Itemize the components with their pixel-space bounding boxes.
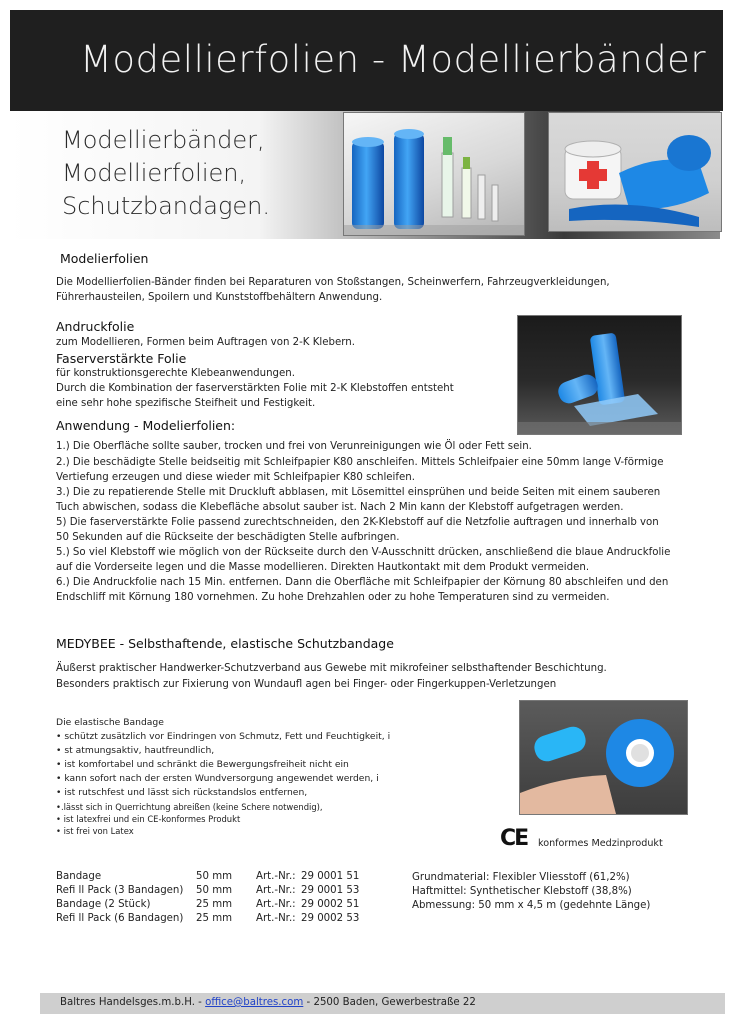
product-art-number: 29 0001 53 [301, 885, 360, 896]
photo-foil-roll [517, 315, 682, 435]
anwendung-line-9: auf die Vorderseite legen und die Masse modellieren. Direkten Hautkontakt mit dem Produkt vermeiden. [56, 562, 590, 573]
ce-caption: konformes Medzinprodukt [538, 838, 663, 849]
medybee-text-1: Äußerst praktischer Handwerker-Schutzverband aus Gewebe mit mikrofeiner selbsthaftender Beschichtung. [56, 663, 607, 674]
bandage-bullet: • kann sofort nach der ersten Wundversorgung angewendet werden, i [56, 773, 379, 784]
product-size: 50 mm [196, 885, 233, 896]
footer-address: - 2500 Baden, Gewerbestraße 22 [303, 997, 476, 1008]
heading-medybee: MEDYBEE - Selbsthaftende, elastische Schutzbandage [56, 636, 394, 651]
bandage-bullet: • schützt zusätzlich vor Eindringen von Schmutz, Fett und Feuchtigkeit, i [56, 731, 391, 742]
footer-company: Baltres Handelsges.m.b.H. - [60, 997, 206, 1008]
product-size: 25 mm [196, 899, 233, 910]
bandage-intro: Die elastische Bandage [56, 717, 164, 728]
anwendung-line-10: 6.) Die Andruckfolie nach 15 Min. entfernen. Dann die Oberfläche mit Schleifpapier der Körnung 80 abschleifen und den [56, 577, 669, 588]
spec-dimensions: Abmessung: 50 mm x 4,5 m (gedehnte Länge) [412, 900, 651, 911]
product-art-label: Art.-Nr.: [256, 871, 296, 882]
bandage-bullet: • ist rutschfest und lässt sich rückstandslos entfernen, [56, 787, 308, 798]
andruckfolie-text: zum Modellieren, Formen beim Auftragen von 2-K Klebern. [56, 337, 355, 348]
faser-text-3: eine sehr hohe spezifische Steifheit und Festigkeit. [56, 398, 316, 409]
anwendung-line-5: Tuch abwischen, sodass die Klebefläche absolut sauber ist. Nach 2 Min kann der Klebstoff aufgetragen werden. [56, 502, 624, 513]
page-title: Modellierfolien - Modellierbänder [80, 38, 707, 81]
product-name: Refi ll Pack (6 Bandagen) [56, 913, 184, 924]
banner-line-3: Schutzbandagen. [62, 192, 270, 220]
anwendung-line-1: 1.) Die Oberfläche sollte sauber, trocken und frei von Verunreinigungen wie Öl oder Fett sein. [56, 441, 532, 452]
footer-email-link[interactable]: office@baltres.com [205, 997, 304, 1008]
heading-faserverstaerkte-folie: Faserverstärkte Folie [56, 351, 187, 366]
banner-line-2: Modellierfolien, [62, 159, 247, 187]
modelierfolien-text-1: Die Modellierfolien-Bänder finden bei Reparaturen von Stoßstangen, Scheinwerfern, Fahrzeugverkleidungen, [56, 277, 610, 288]
anwendung-line-6: 5) Die faserverstärkte Folie passend zurechtschneiden, den 2K-Klebstoff auf die Netzfolie auftragen und innerhalb von [56, 517, 659, 528]
anwendung-line-2: 2.) Die beschädigte Stelle beidseitig mit Schleifpapier K80 anschleifen. Mittels Schleifpaier eine 50mm lange V-förmige [56, 457, 664, 468]
product-art-label: Art.-Nr.: [256, 885, 296, 896]
bandage-bullet: • st atmungsaktiv, hautfreundlich, [56, 745, 215, 756]
product-size: 25 mm [196, 913, 233, 924]
photo-first-aid-bandage [548, 112, 722, 232]
photo-modelling-tubes [343, 112, 525, 236]
product-size: 50 mm [196, 871, 233, 882]
bandage-illustration [549, 113, 721, 231]
bandage-small-bullet: • ist latexfrei und ein CE-konformes Produkt [56, 814, 241, 824]
ce-mark-icon: CE [500, 826, 528, 851]
anwendung-line-11: Endschliff mit Körnung 180 vornehmen. Zu hohe Drehzahlen oder zu hohe Temperaturen sind zu vermeiden. [56, 592, 610, 603]
heading-anwendung: Anwendung - Modelierfolien: [56, 418, 236, 433]
product-art-label: Art.-Nr.: [256, 899, 296, 910]
spec-adhesive: Haftmittel: Synthetischer Klebstoff (38,8%) [412, 886, 632, 897]
product-art-number: 29 0002 51 [301, 899, 360, 910]
anwendung-line-7: 50 Sekunden auf die Rückseite der beschädigten Stelle aufbringen. [56, 532, 400, 543]
photo-tape-finger [519, 700, 688, 815]
product-name: Bandage (2 Stück) [56, 899, 151, 910]
bandage-bullet: • ist komfortabel und schränkt die Bewergungsfreiheit nicht ein [56, 759, 349, 770]
tubes-illustration [344, 113, 524, 235]
tape-illustration [520, 701, 687, 814]
product-name: Refi ll Pack (3 Bandagen) [56, 885, 184, 896]
product-art-number: 29 0001 51 [301, 871, 360, 882]
anwendung-line-4: 3.) Die zu repatierende Stelle mit Druckluft abblasen, mit Lösemittel einsprühen und beide Seiten mit einem sauberen [56, 487, 661, 498]
modelierfolien-text-2: Führerhausteilen, Spoilern und Kunststoffbehältern Anwendung. [56, 292, 383, 303]
foil-illustration [518, 316, 681, 434]
product-name: Bandage [56, 871, 102, 882]
spec-material: Grundmaterial: Flexibler Vliesstoff (61,2%) [412, 872, 630, 883]
medybee-text-2: Besonders praktisch zur Fixierung von Wundaufl agen bei Finger- oder Fingerkuppen-Verletzungen [56, 679, 557, 690]
anwendung-line-8: 5.) So viel Klebstoff wie möglich von der Rückseite durch den V-Ausschnitt drücken, anschließend die blaue Andruckfolie [56, 547, 671, 558]
product-art-number: 29 0002 53 [301, 913, 360, 924]
product-art-label: Art.-Nr.: [256, 913, 296, 924]
banner-line-1: Modellierbänder, [62, 126, 265, 154]
anwendung-line-3: Vertiefung erzeugen und diese wieder mit Schleifpapier K80 schleifen. [56, 472, 415, 483]
faser-text-1: für konstruktionsgerechte Klebeanwendungen. [56, 368, 295, 379]
heading-andruckfolie: Andruckfolie [56, 319, 135, 334]
faser-text-2: Durch die Kombination der faserverstärkten Folie mit 2-K Klebstoffen entsteht [56, 383, 454, 394]
bandage-small-bullet: • ist frei von Latex [56, 826, 134, 836]
footer-text [60, 997, 476, 1008]
heading-modelierfolien: Modelierfolien [60, 251, 149, 266]
bandage-small-bullet: •.lässt sich in Querrichtung abreißen (keine Schere notwendig), [56, 802, 323, 812]
